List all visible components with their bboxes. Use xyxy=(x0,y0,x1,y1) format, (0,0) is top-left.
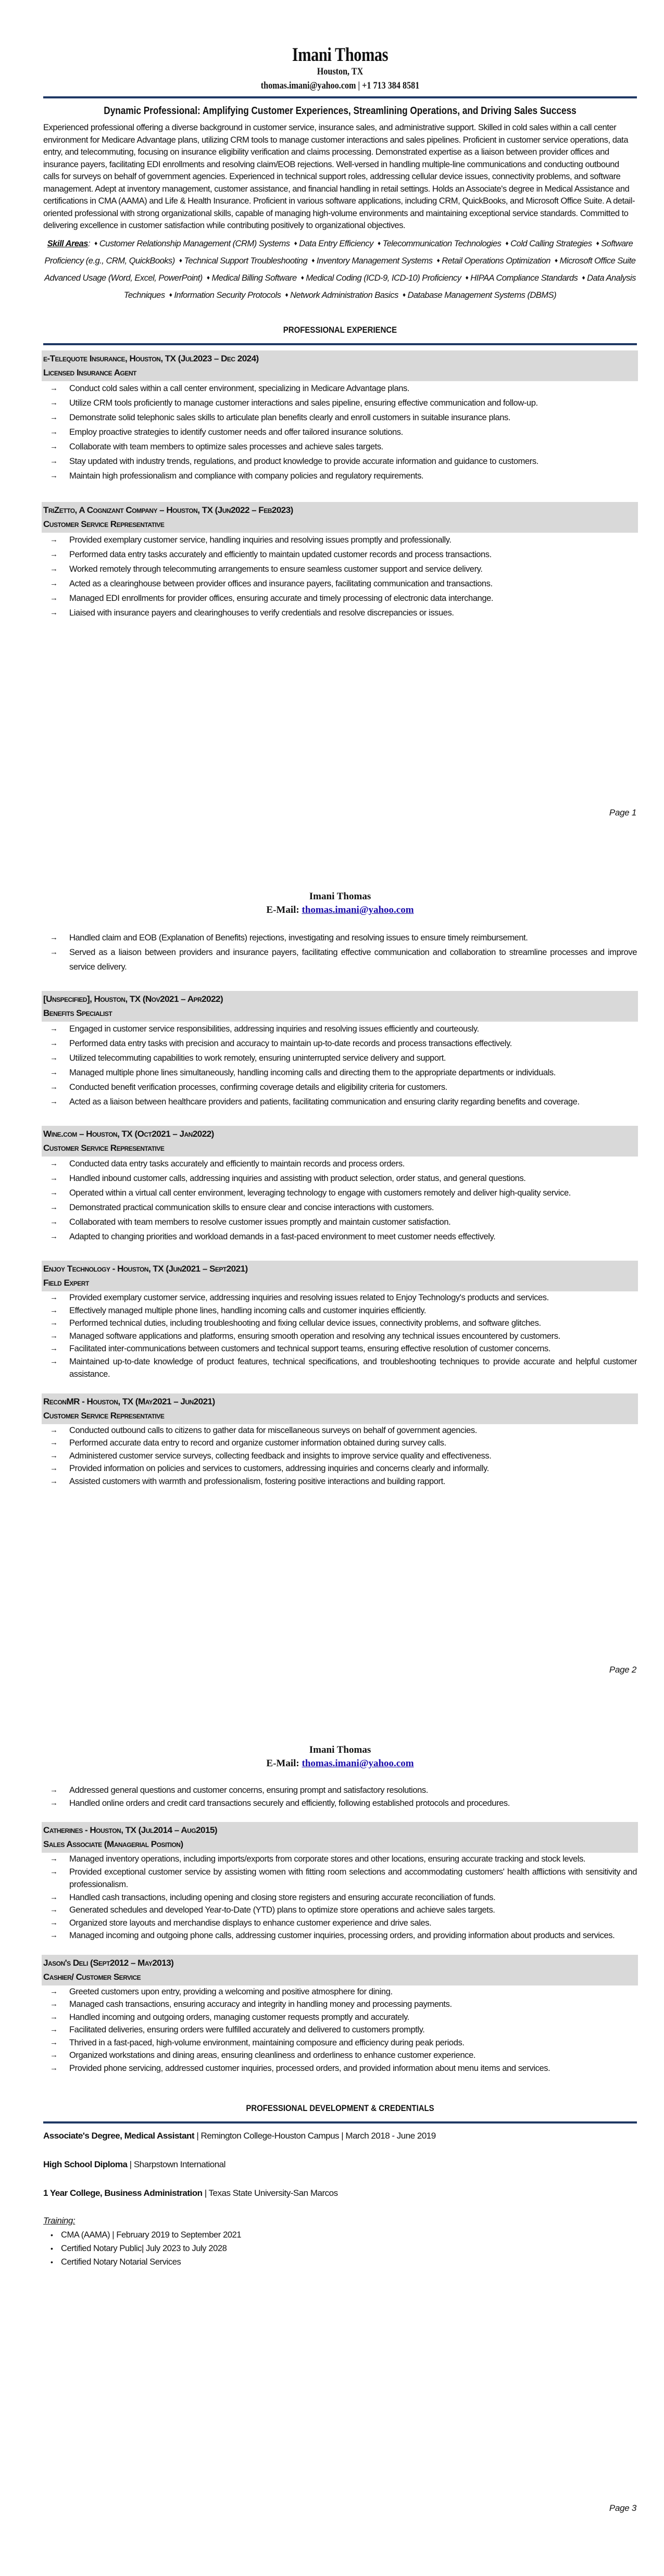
bullet-text: Employ proactive strategies to identify customer needs and offer tailored insurance solutions. xyxy=(69,427,403,437)
bullet-text: Performed technical duties, including troubleshooting and fixing cellular device issues, connectivity problems, and software glitches. xyxy=(69,1318,541,1328)
training-item xyxy=(43,2255,637,2269)
skill-item: Technical Support Troubleshooting xyxy=(184,256,308,266)
bullet-text: Addressed general questions and customer concerns, ensuring prompt and satisfactory resolutions. xyxy=(69,1786,428,1795)
training-item xyxy=(43,2228,637,2242)
skill-item: Information Security Protocols xyxy=(174,290,281,300)
bullet-text: Handled claim and EOB (Explanation of Benefits) rejections, investigating and resolving issues to ensure timely reimbursement. xyxy=(69,933,528,943)
job-entry xyxy=(43,991,637,1109)
bullet-item xyxy=(43,576,637,591)
page-3 xyxy=(0,1717,664,2576)
skill-list xyxy=(44,239,636,300)
bullet-item xyxy=(43,454,637,469)
skill-areas-label: Skill Areas xyxy=(47,238,88,248)
job-header xyxy=(42,1393,638,1424)
email-link[interactable]: thomas.imani@yahoo.com xyxy=(302,904,414,915)
diamond-separator-icon: ♦ xyxy=(300,273,304,281)
bullet-item xyxy=(43,2024,637,2037)
bullet-item xyxy=(43,410,637,425)
bullet-text: Provided exceptional customer service by assisting women with fitting room selections and accommodating customers' health afflictions with sensitivity and professionalism. xyxy=(69,1867,637,1889)
bullet-text: Served as a liaison between providers and insurance payers, facilitating effective communication and collaboration to streamline processes and improve service delivery. xyxy=(69,948,637,972)
bullet-item xyxy=(43,1051,637,1065)
section-title-credentials: PROFESSIONAL DEVELOPMENT & CREDENTIALS xyxy=(246,2103,434,2113)
email-label: E-Mail: xyxy=(266,904,299,915)
job-bullets xyxy=(43,1022,637,1109)
bullet-item xyxy=(43,1330,637,1343)
diamond-separator-icon: ♦ xyxy=(285,291,289,298)
education-item xyxy=(43,2130,637,2142)
diamond-separator-icon: ♦ xyxy=(206,273,210,281)
job-bullets xyxy=(43,1157,637,1244)
bullet-text: Facilitated deliveries, ensuring orders were fulfilled accurately and delivered to customers promptly. xyxy=(69,2025,425,2034)
page-header-name: Imani Thomas xyxy=(309,1744,371,1755)
arrow-bullet-icon: → xyxy=(50,1987,58,1996)
diamond-separator-icon: ♦ xyxy=(169,291,172,298)
bullet-item xyxy=(43,1424,637,1437)
job-title: Sales Associate (Managerial Position) xyxy=(43,1839,183,1849)
arrow-bullet-icon: → xyxy=(50,948,58,957)
bullet-text: Facilitated inter-communications between customers and technical support teams, ensuring effective resolution of customer concerns. xyxy=(69,1344,551,1353)
bullet-text: Managed multiple phone lines simultaneously, handling incoming calls and directing them to the appropriate departments or individuals. xyxy=(69,1068,556,1077)
job-entry xyxy=(43,1822,637,1942)
bullet-text: Generated schedules and developed Year-to-Date (YTD) plans to optimize store operations and achieve sales targets. xyxy=(69,1905,495,1915)
job-company: Jason's Deli (Sept2012 – May2013) xyxy=(43,1957,174,1968)
arrow-bullet-icon: → xyxy=(50,1174,58,1183)
education-item xyxy=(43,2158,637,2171)
degree-name: 1 Year College, Business Administration xyxy=(43,2188,203,2198)
education-list xyxy=(43,2130,637,2200)
arrow-bullet-icon: → xyxy=(50,1318,58,1327)
diamond-separator-icon: ♦ xyxy=(311,256,315,264)
arrow-bullet-icon: → xyxy=(50,412,58,422)
bullet-text: Provided exemplary customer service, handling inquiries and resolving issues promptly and professionally. xyxy=(69,535,452,545)
bullet-item xyxy=(43,1022,637,1036)
bullet-text: Handled incoming and outgoing orders, managing customer requests promptly and accurately. xyxy=(69,2012,409,2022)
job-title: Field Expert xyxy=(43,1278,89,1288)
arrow-bullet-icon: → xyxy=(50,1786,58,1794)
arrow-bullet-icon: → xyxy=(50,1931,58,1940)
skill-item: HIPAA Compliance Standards xyxy=(470,273,578,283)
bullet-item xyxy=(43,1986,637,1999)
job-header xyxy=(42,1822,638,1853)
section-title-experience: PROFESSIONAL EXPERIENCE xyxy=(283,324,397,335)
job-bullets xyxy=(43,1291,637,1381)
arrow-bullet-icon: → xyxy=(50,1293,58,1302)
job-header xyxy=(42,1126,638,1157)
arrow-bullet-icon: → xyxy=(50,1097,58,1106)
bullet-text: Provided exemplary customer service, addressing inquiries and resolving issues related to Enjoy Technology's products and services. xyxy=(69,1293,549,1302)
diamond-separator-icon: ♦ xyxy=(505,239,509,247)
job-bullets xyxy=(43,533,637,620)
diamond-separator-icon: ♦ xyxy=(555,256,558,264)
bullet-text: Utilize CRM tools proficiently to manage customer interactions and sales pipeline, ensuring effective communication and follow-up. xyxy=(69,398,538,408)
skill-item: Medical Coding (ICD-9, ICD-10) Proficiency xyxy=(306,273,461,283)
arrow-bullet-icon: → xyxy=(50,398,58,407)
page-1 xyxy=(0,0,664,859)
job-entry xyxy=(43,1955,637,2075)
arrow-bullet-icon: → xyxy=(50,1217,58,1226)
bullet-item xyxy=(43,1866,637,1891)
bullet-item xyxy=(43,945,637,974)
arrow-bullet-icon: → xyxy=(50,2051,58,2059)
bullet-text: Organized store layouts and merchandise displays to enhance customer experience and drive sales. xyxy=(69,1918,432,1928)
arrow-bullet-icon: → xyxy=(50,1024,58,1033)
bullet-item xyxy=(43,1215,637,1229)
diamond-separator-icon: ♦ xyxy=(465,273,469,281)
bullet-item xyxy=(43,1462,637,1475)
job-company: [Unspecified], Houston, TX (Nov2021 – Apr2022) xyxy=(43,994,223,1004)
job-company: ReconMR - Houston, TX (May2021 – Jun2021) xyxy=(43,1396,215,1406)
job-entry xyxy=(43,1126,637,1244)
degree-details: | Sharpstown International xyxy=(127,2159,225,2169)
bullet-item xyxy=(43,1475,637,1488)
training-list xyxy=(43,2228,637,2269)
job-bullets xyxy=(43,931,637,974)
arrow-bullet-icon: → xyxy=(50,1083,58,1091)
job-title: Licensed Insurance Agent xyxy=(43,367,136,378)
diamond-separator-icon: ♦ xyxy=(94,239,97,247)
page-header-name: Imani Thomas xyxy=(309,891,371,902)
diamond-separator-icon: ♦ xyxy=(179,256,182,264)
job-header xyxy=(42,991,638,1022)
bullet-item xyxy=(43,1157,637,1171)
bullet-text: Collaborate with team members to optimize sales processes and achieve sales targets. xyxy=(69,442,383,451)
phone[interactable]: +1 713 384 8581 xyxy=(362,80,420,91)
bullet-item xyxy=(43,1291,637,1304)
section-rule xyxy=(43,343,637,345)
bullet-item xyxy=(43,1450,637,1463)
arrow-bullet-icon: → xyxy=(50,2025,58,2034)
bullet-item xyxy=(43,606,637,620)
job-title: Customer Service Representative xyxy=(43,1410,165,1421)
bullet-item xyxy=(43,1171,637,1186)
bullet-text: Demonstrated practical communication skills to ensure clear and concise interactions with customers. xyxy=(69,1203,434,1212)
bullet-item xyxy=(43,469,637,483)
resume-name: Imani Thomas xyxy=(292,44,389,66)
job-company: Enjoy Technology - Houston, TX (Jun2021 – Sept2021) xyxy=(43,1264,248,1274)
bullet-text: Utilized telecommuting capabilities to work remotely, ensuring uninterrupted service delivery and support. xyxy=(69,1053,446,1063)
arrow-bullet-icon: → xyxy=(50,1918,58,1927)
bullet-item xyxy=(43,1342,637,1355)
bullet-text: Operated within a virtual call center environment, leveraging technology to engage with customers remotely and deliver high-quality service. xyxy=(69,1188,571,1198)
arrow-bullet-icon: → xyxy=(50,1464,58,1473)
arrow-bullet-icon: → xyxy=(50,2063,58,2072)
skill-item: Network Administration Basics xyxy=(290,290,398,300)
job-company: Wine.com – Houston, TX (Oct2021 – Jan2022) xyxy=(43,1129,214,1139)
skill-item: Software Proficiency (e.g., CRM, QuickBooks) xyxy=(44,238,633,266)
job-bullets xyxy=(43,1784,637,1810)
job-bullets xyxy=(43,1424,637,1488)
arrow-bullet-icon: → xyxy=(50,535,58,544)
job-bullets xyxy=(43,1853,637,1942)
bullet-item xyxy=(43,1200,637,1215)
arrow-bullet-icon: → xyxy=(50,1476,58,1486)
degree-details: | Remington College-Houston Campus | March 2018 - June 2019 xyxy=(194,2131,436,2141)
arrow-bullet-icon: → xyxy=(50,1053,58,1062)
bullet-item xyxy=(43,1186,637,1200)
bullet-item xyxy=(43,1904,637,1917)
bullet-item xyxy=(43,1355,637,1381)
bullet-text: Managed incoming and outgoing phone calls, addressing customer inquiries, processing orders, and providing information about products and services. xyxy=(69,1931,615,1940)
arrow-bullet-icon: → xyxy=(50,1854,58,1863)
page-number: Page 1 xyxy=(609,808,636,818)
professional-summary: Experienced professional offering a diverse background in customer service, insurance sales, and administrative support. Skilled in cold sales within a call center environment for Medicare Advantage plans, utilizing CRM tools to manage customer interactions and sales pipelines. Proficient in customer service operations, data entry, and telecommuting, focusing on insurance eligibility verification and claims processing. Demonstrated expertise as a liaison between provider offices and insurance payers, facilitating EDI enrollments and resolving claim/EOB rejections. Well-versed in handling multiple-line communications and conducting outbound calls for surveys on behalf of government agencies. Experienced in technical support roles, addressing cellular device issues, connectivity problems, and software management. Adept at inventory management, customer assistance, and financial handling in retail settings. Holds an Associate's degree in Medical Assistance and certifications in CMA (AAMA) and Life & Health Insurance. Proficient in various software applications, including CRM, QuickBooks, and Microsoft Office Suite. A detail-oriented professional with strong organizational skills, capable of managing high-volume environments and maintaining exceptional service standards. Committed to delivering excellence in customer satisfaction while contributing positively to organizational objectives. xyxy=(43,123,635,230)
bullet-text: Performed data entry tasks with precision and accuracy to maintain up-to-date records and process transactions effectively. xyxy=(69,1039,512,1048)
location: Houston, TX xyxy=(317,66,364,77)
job-company: Catherines - Houston, TX (Jul2014 – Aug2015) xyxy=(43,1825,218,1835)
arrow-bullet-icon: → xyxy=(50,1232,58,1241)
job-header xyxy=(42,1261,638,1291)
bullet-dot-icon: • xyxy=(51,2258,53,2266)
bullet-item xyxy=(43,439,637,454)
job-entry xyxy=(43,350,637,483)
bullet-text: Handled cash transactions, including opening and closing store registers and ensuring accurate reconciliation of funds. xyxy=(69,1892,496,1902)
bullet-text: Managed EDI enrollments for provider offices, ensuring accurate and timely processing of electronic data interchange. xyxy=(69,593,494,603)
job-header xyxy=(42,1955,638,1986)
bullet-item xyxy=(43,1437,637,1450)
bullet-item xyxy=(43,1036,637,1051)
section-rule xyxy=(43,2121,637,2123)
arrow-bullet-icon: → xyxy=(50,1068,58,1077)
bullet-item xyxy=(43,1304,637,1317)
arrow-bullet-icon: → xyxy=(50,564,58,573)
separator: | xyxy=(358,80,360,91)
bullet-item xyxy=(43,547,637,562)
skill-item: Customer Relationship Management (CRM) Systems xyxy=(99,238,290,248)
bullet-text: Organized workstations and dining areas, ensuring cleanliness and orderliness to enhance customer experience. xyxy=(69,2051,476,2060)
arrow-bullet-icon: → xyxy=(50,549,58,559)
skill-item: Inventory Management Systems xyxy=(316,256,433,266)
degree-name: Associate's Degree, Medical Assistant xyxy=(43,2131,195,2141)
job-bullets xyxy=(43,1986,637,2075)
bullet-item xyxy=(43,1095,637,1109)
job-title: Customer Service Representative xyxy=(43,519,165,529)
bullet-text: Managed software applications and platforms, ensuring smooth operation and resolving any technical issues encountered by customers. xyxy=(69,1331,560,1341)
bullet-item xyxy=(43,562,637,576)
bullet-dot-icon: • xyxy=(51,2231,53,2239)
arrow-bullet-icon: → xyxy=(50,1798,58,1807)
bullet-item xyxy=(43,1080,637,1095)
bullet-item xyxy=(43,381,637,396)
skill-item: Telecommunication Technologies xyxy=(382,238,502,248)
job-entry xyxy=(43,502,637,620)
arrow-bullet-icon: → xyxy=(50,1438,58,1447)
email-link[interactable]: thomas.imani@yahoo.com xyxy=(302,1758,414,1769)
bullet-text: Engaged in customer service responsibilities, addressing inquiries and resolving issues efficiently and courteously. xyxy=(69,1024,479,1034)
skill-areas: Skill Areas: ♦ Customer Relationship Management (CRM) Systems ♦ Data Entry Efficiency ♦ Telecommunication Technologies ♦ Cold Calling Strategies ♦ Software Proficiency (e.g., CRM, QuickBooks) ♦ Technical Support Troubleshooting ♦ Inventory Management Systems ♦ Retail Operations Optimization ♦ Microsoft Office Suite Advanced Usage (Word, Excel, PowerPoint) ♦ Medical Billing Software ♦ Medical Coding (ICD-9, ICD-10) Proficiency ♦ HIPAA Compliance Standards ♦ Data Analysis Techniques ♦ Information Security Protocols ♦ Network Administration Basics ♦ Database Management Systems (DBMS) xyxy=(44,238,636,300)
bullet-item xyxy=(43,1065,637,1080)
bullet-item xyxy=(43,1917,637,1930)
bullet-item xyxy=(43,2011,637,2024)
arrow-bullet-icon: → xyxy=(50,1905,58,1914)
arrow-bullet-icon: → xyxy=(50,1188,58,1197)
bullet-item xyxy=(43,1229,637,1244)
skill-item: Database Management Systems (DBMS) xyxy=(407,290,557,300)
bullet-item xyxy=(43,931,637,945)
bullet-text: Managed cash transactions, ensuring accuracy and integrity in handling money and processing payments. xyxy=(69,2000,452,2009)
bullet-text: Maintained up-to-date knowledge of product features, technical specifications, and troubleshooting techniques to provide accurate and helpful customer assistance. xyxy=(69,1356,637,1379)
job-title: Customer Service Representative xyxy=(43,1143,165,1153)
bullet-text: Managed inventory operations, including imports/exports from corporate stores and other locations, ensuring accurate tracking and stock levels. xyxy=(69,1854,586,1864)
degree-details: | Texas State University-San Marcos xyxy=(202,2188,338,2198)
email-label: E-Mail: xyxy=(266,1758,299,1769)
training-label: Training: xyxy=(43,2216,76,2226)
arrow-bullet-icon: → xyxy=(50,1867,58,1876)
job-title: Cashier/ Customer Service xyxy=(43,1971,141,1982)
arrow-bullet-icon: → xyxy=(50,933,58,942)
arrow-bullet-icon: → xyxy=(50,593,58,602)
bullet-text: Provided phone servicing, addressed customer inquiries, processed orders, and provided information about menu items and services. xyxy=(69,2063,550,2073)
job-header xyxy=(42,502,638,533)
job-entry xyxy=(43,1261,637,1381)
education-item xyxy=(43,2187,637,2200)
page-number: Page 3 xyxy=(609,2503,636,2513)
degree-name: High School Diploma xyxy=(43,2159,128,2169)
bullet-item xyxy=(43,2037,637,2050)
skill-item: Microsoft Office Suite Advanced Usage (Word, Excel, PowerPoint) xyxy=(44,256,636,283)
training-text: Certified Notary Public| July 2023 to July 2028 xyxy=(61,2244,227,2253)
diamond-separator-icon: ♦ xyxy=(436,256,440,264)
bullet-item xyxy=(43,2049,637,2062)
bullet-text: Assisted customers with warmth and professionalism, fostering positive interactions and building rapport. xyxy=(69,1476,445,1486)
arrow-bullet-icon: → xyxy=(50,427,58,436)
bullet-item xyxy=(43,1929,637,1942)
diamond-separator-icon: ♦ xyxy=(402,291,406,298)
bullet-text: Acted as a clearinghouse between provider offices and insurance payers, facilitating communication and transactions. xyxy=(69,579,493,588)
bullet-item xyxy=(43,1891,637,1904)
page-number: Page 2 xyxy=(609,1665,636,1675)
job-company: TriZetto, A Cognizant Company – Houston, TX (Jun2022 – Feb2023) xyxy=(43,505,293,515)
training-text: Certified Notary Notarial Services xyxy=(61,2257,181,2267)
diamond-separator-icon: ♦ xyxy=(294,239,297,247)
page-2 xyxy=(0,859,664,1717)
arrow-bullet-icon: → xyxy=(50,1425,58,1435)
arrow-bullet-icon: → xyxy=(50,1039,58,1048)
arrow-bullet-icon: → xyxy=(50,1331,58,1340)
bullet-text: Handled online orders and credit card transactions securely and efficiently, following established protocols and procedures. xyxy=(69,1798,510,1808)
arrow-bullet-icon: → xyxy=(50,442,58,451)
bullet-item xyxy=(43,1797,637,1810)
skill-item: Data Entry Efficiency xyxy=(299,238,373,248)
contact-line xyxy=(88,80,593,92)
bullet-text: Handled inbound customer calls, addressing inquiries and assisting with product selection, order status, and general questions. xyxy=(69,1174,526,1183)
skill-item: Cold Calling Strategies xyxy=(510,238,592,248)
bullet-item xyxy=(43,425,637,439)
bullet-text: Stay updated with industry trends, regulations, and product knowledge to provide accurate information and guidance to customers. xyxy=(69,456,538,466)
bullet-item xyxy=(43,396,637,410)
arrow-bullet-icon: → xyxy=(50,1305,58,1315)
arrow-bullet-icon: → xyxy=(50,1356,58,1366)
bullet-text: Adapted to changing priorities and workload demands in a fast-paced environment to meet customer needs effectively. xyxy=(69,1232,496,1241)
bullet-text: Conduct cold sales within a call center environment, specializing in Medicare Advantage plans. xyxy=(69,383,410,393)
bullet-item xyxy=(43,1317,637,1330)
bullet-text: Provided information on policies and services to customers, addressing inquiries and concerns clearly and informally. xyxy=(69,1464,489,1473)
bullet-text: Acted as a liaison between healthcare providers and patients, facilitating communication and ensuring clarity regarding benefits and coverage. xyxy=(69,1097,580,1107)
bullet-item xyxy=(43,1998,637,2011)
header-rule xyxy=(43,96,637,98)
bullet-item xyxy=(43,1784,637,1797)
arrow-bullet-icon: → xyxy=(50,471,58,480)
diamond-separator-icon: ♦ xyxy=(378,239,381,247)
bullet-text: Administered customer service surveys, collecting feedback and insights to improve service quality and effectiveness. xyxy=(69,1451,492,1461)
bullet-text: Maintain high professionalism and compliance with company policies and regulatory requirements. xyxy=(69,471,424,481)
job-bullets xyxy=(43,381,637,483)
bullet-item xyxy=(43,2062,637,2075)
training-text: CMA (AAMA) | February 2019 to September 2021 xyxy=(61,2230,242,2240)
page-header-email xyxy=(43,1757,637,1770)
bullet-text: Conducted benefit verification processes, confirming coverage details and eligibility criteria for customers. xyxy=(69,1083,447,1092)
bullet-text: Conducted data entry tasks accurately and efficiently to maintain records and process orders. xyxy=(69,1159,405,1168)
bullet-text: Worked remotely through telecommuting arrangements to ensure seamless customer support and service delivery. xyxy=(69,564,483,574)
skill-item: Retail Operations Optimization xyxy=(442,256,550,266)
bullet-text: Performed data entry tasks accurately and efficiently to maintain updated customer records and process transactions. xyxy=(69,549,492,559)
skill-item: Data Analysis Techniques xyxy=(123,273,636,300)
arrow-bullet-icon: → xyxy=(50,2000,58,2008)
arrow-bullet-icon: → xyxy=(50,456,58,466)
email[interactable]: thomas.imani@yahoo.com xyxy=(260,80,356,91)
bullet-item xyxy=(43,591,637,606)
arrow-bullet-icon: → xyxy=(50,1344,58,1353)
headline: Dynamic Professional: Amplifying Customer Experiences, Streamlining Operations, and Driving Sales Success xyxy=(104,105,577,117)
diamond-separator-icon: ♦ xyxy=(582,273,585,281)
arrow-bullet-icon: → xyxy=(50,608,58,617)
bullet-text: Collaborated with team members to resolve customer issues promptly and maintain customer satisfaction. xyxy=(69,1217,451,1227)
arrow-bullet-icon: → xyxy=(50,1892,58,1902)
bullet-text: Effectively managed multiple phone lines, handling incoming calls and customer inquiries efficiently. xyxy=(69,1305,427,1315)
job-title: Benefits Specialist xyxy=(43,1008,112,1018)
training-item xyxy=(43,2242,637,2255)
bullet-dot-icon: • xyxy=(51,2244,53,2253)
job-entry xyxy=(43,1393,637,1488)
job-header xyxy=(42,350,638,381)
page-header-email xyxy=(43,903,637,917)
bullet-item xyxy=(43,1853,637,1866)
diamond-separator-icon: ♦ xyxy=(596,239,599,247)
arrow-bullet-icon: → xyxy=(50,579,58,588)
bullet-text: Thrived in a fast-paced, high-volume environment, maintaining composure and efficiency during peak periods. xyxy=(69,2038,465,2047)
arrow-bullet-icon: → xyxy=(50,2038,58,2047)
arrow-bullet-icon: → xyxy=(50,2012,58,2021)
bullet-item xyxy=(43,533,637,547)
arrow-bullet-icon: → xyxy=(50,1159,58,1168)
arrow-bullet-icon: → xyxy=(50,1451,58,1460)
bullet-text: Conducted outbound calls to citizens to gather data for miscellaneous surveys on behalf of government agencies. xyxy=(69,1425,477,1435)
bullet-text: Demonstrate solid telephonic sales skills to articulate plan benefits clearly and enroll customers in suitable insurance plans. xyxy=(69,412,511,422)
bullet-text: Liaised with insurance payers and clearinghouses to verify credentials and resolve discrepancies or issues. xyxy=(69,608,454,618)
arrow-bullet-icon: → xyxy=(50,383,58,393)
job-company: e-Telequote Insurance, Houston, TX (Jul2023 – Dec 2024) xyxy=(43,353,259,363)
bullet-text: Performed accurate data entry to record and organize customer information obtained during survey calls. xyxy=(69,1438,446,1448)
skill-item: Medical Billing Software xyxy=(211,273,297,283)
bullet-text: Greeted customers upon entry, providing a welcoming and positive atmosphere for dining. xyxy=(69,1987,393,1996)
arrow-bullet-icon: → xyxy=(50,1203,58,1212)
